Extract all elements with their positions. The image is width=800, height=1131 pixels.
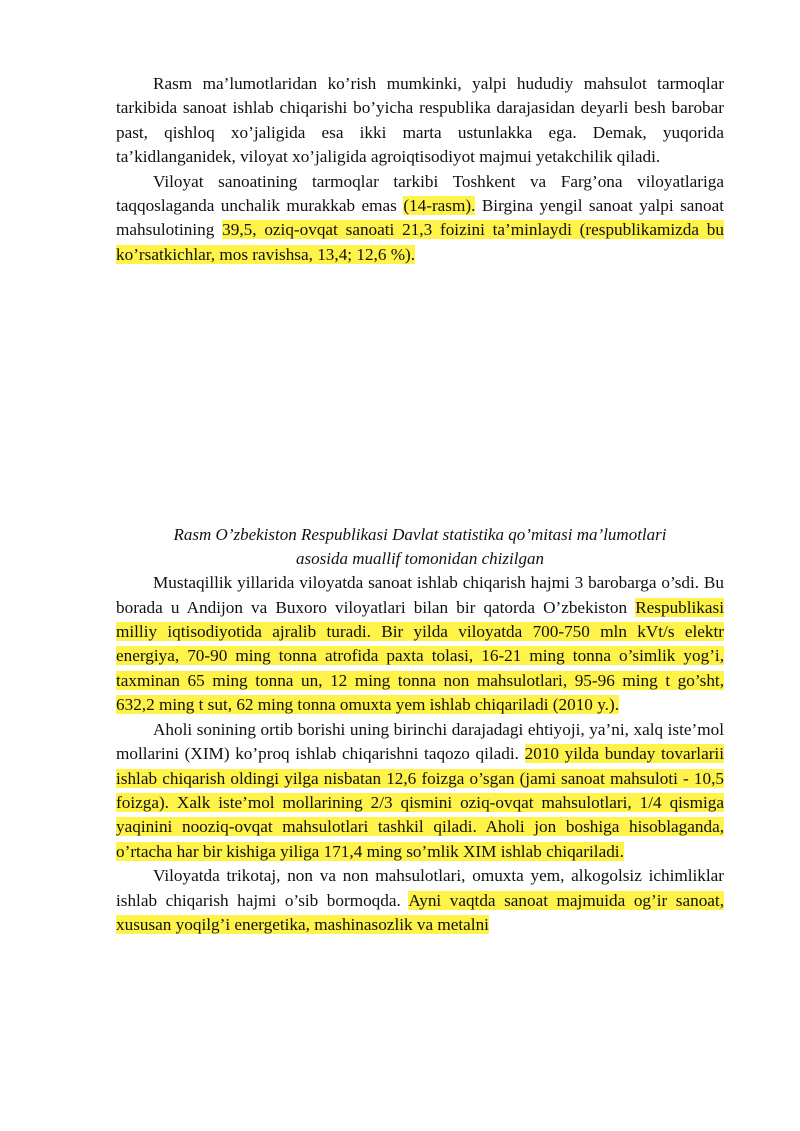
highlighted-text: Respublikasi milliy iqtisodiyotida ajralib turadi. Bir yilda viloyatda 700-750 mln kVt/s elektr energiya, 70-90 ming tonna atrofida paxta tolasi, 16-21 ming tonna o’simlik yog’i, taxminan 65 ming tonna un, 12 ming tonna non mahsulotlari, 95-96 ming t go’sht, 632,2 ming t sut, 62 ming tonna omuxta yem ishlab chiqariladi (2010 y.). — [116, 597, 724, 715]
figure-placeholder — [116, 267, 724, 523]
paragraph-p3 — [116, 571, 724, 717]
caption-line-2: asosida muallif tomonidan chizilgan — [296, 549, 544, 569]
text-segment: Viloyatda trikotaj, non va non mahsulotlari, omuxta yem, alkogolsiz ichimliklar ishlab chiqarish hajmi o’sib bormoqda. — [116, 866, 724, 910]
highlighted-text: Ayni vaqtda sanoat majmuida og’ir sanoat, xususan yoqilg’i energetika, mashinasozlik va metalni — [116, 890, 724, 934]
document-page — [116, 72, 724, 937]
text-segment: Viloyat sanoatining tarmoqlar tarkibi Toshkent va Farg’ona viloyatlariga taqqoslaganda unchalik murakkab emas — [116, 171, 724, 216]
paragraph-p1 — [116, 72, 724, 170]
paragraph-p5 — [116, 864, 724, 937]
text-segment: Birgina yengil sanoat yalpi sanoat mahsulotining — [116, 196, 724, 240]
body-text — [116, 571, 724, 937]
text-segment: Aholi sonining ortib borishi uning birinchi darajadagi ehtiyoji, ya’ni, xalq iste’mol mollarini (XIM) ko’proq ishlab chiqarishni taqozo qiladi. — [116, 719, 724, 764]
intro-text — [116, 72, 724, 267]
highlighted-text: 2010 yilda bunday tovarlarii ishlab chiqarish oldingi yilga nisbatan 12,6 foizga o’sgan (jami sanoat mahsuloti - 10,5 foizga). Xalk iste’mol mollarining 2/3 qismini oziq-ovqat mahsulotlari, 1/4 qismiga yaqinini nooziq-ovqat mahsulotlari tashkil qiladi. Aholi jon boshiga hisoblaganda, o’rtacha har bir kishiga yiliga 171,4 ming so’mlik XIM ishlab chiqariladi. — [116, 744, 724, 861]
highlighted-text: (14-rasm). — [403, 196, 476, 216]
text-segment: Mustaqillik yillarida viloyatda sanoat ishlab chiqarish hajmi 3 barobarga o’sdi. Bu borada u Andijon va Buxoro viloyatlari bilan bir qatorda O’zbekiston — [116, 573, 724, 617]
figure-caption — [116, 523, 724, 571]
paragraph-p2 — [116, 170, 724, 268]
highlighted-text: 39,5, oziq-ovqat sanoati 21,3 foizini ta’minlaydi (respublikamizda bu ko’rsatkichlar, mos ravishsa, 13,4; 12,6 %). — [116, 220, 724, 264]
paragraph-p4 — [116, 718, 724, 864]
text-segment: Rasm ma’lumotlaridan ko’rish mumkinki, yalpi hududiy mahsulot tarmoqlar tarkibida sanoat ishlab chiqarishi bo’yicha respublika darajasidan deyarli besh barobar past, qishloq xo’jaligida esa ikki marta ustunlakka ega. Demak, yuqorida ta’kidlanganidek, viloyat xo’jaligida agroiqtisodiyot majmui yetakchilik qiladi. — [116, 74, 724, 167]
caption-line-1: Rasm O’zbekiston Respublikasi Davlat statistika qo’mitasi ma’lumotlari — [173, 525, 667, 545]
